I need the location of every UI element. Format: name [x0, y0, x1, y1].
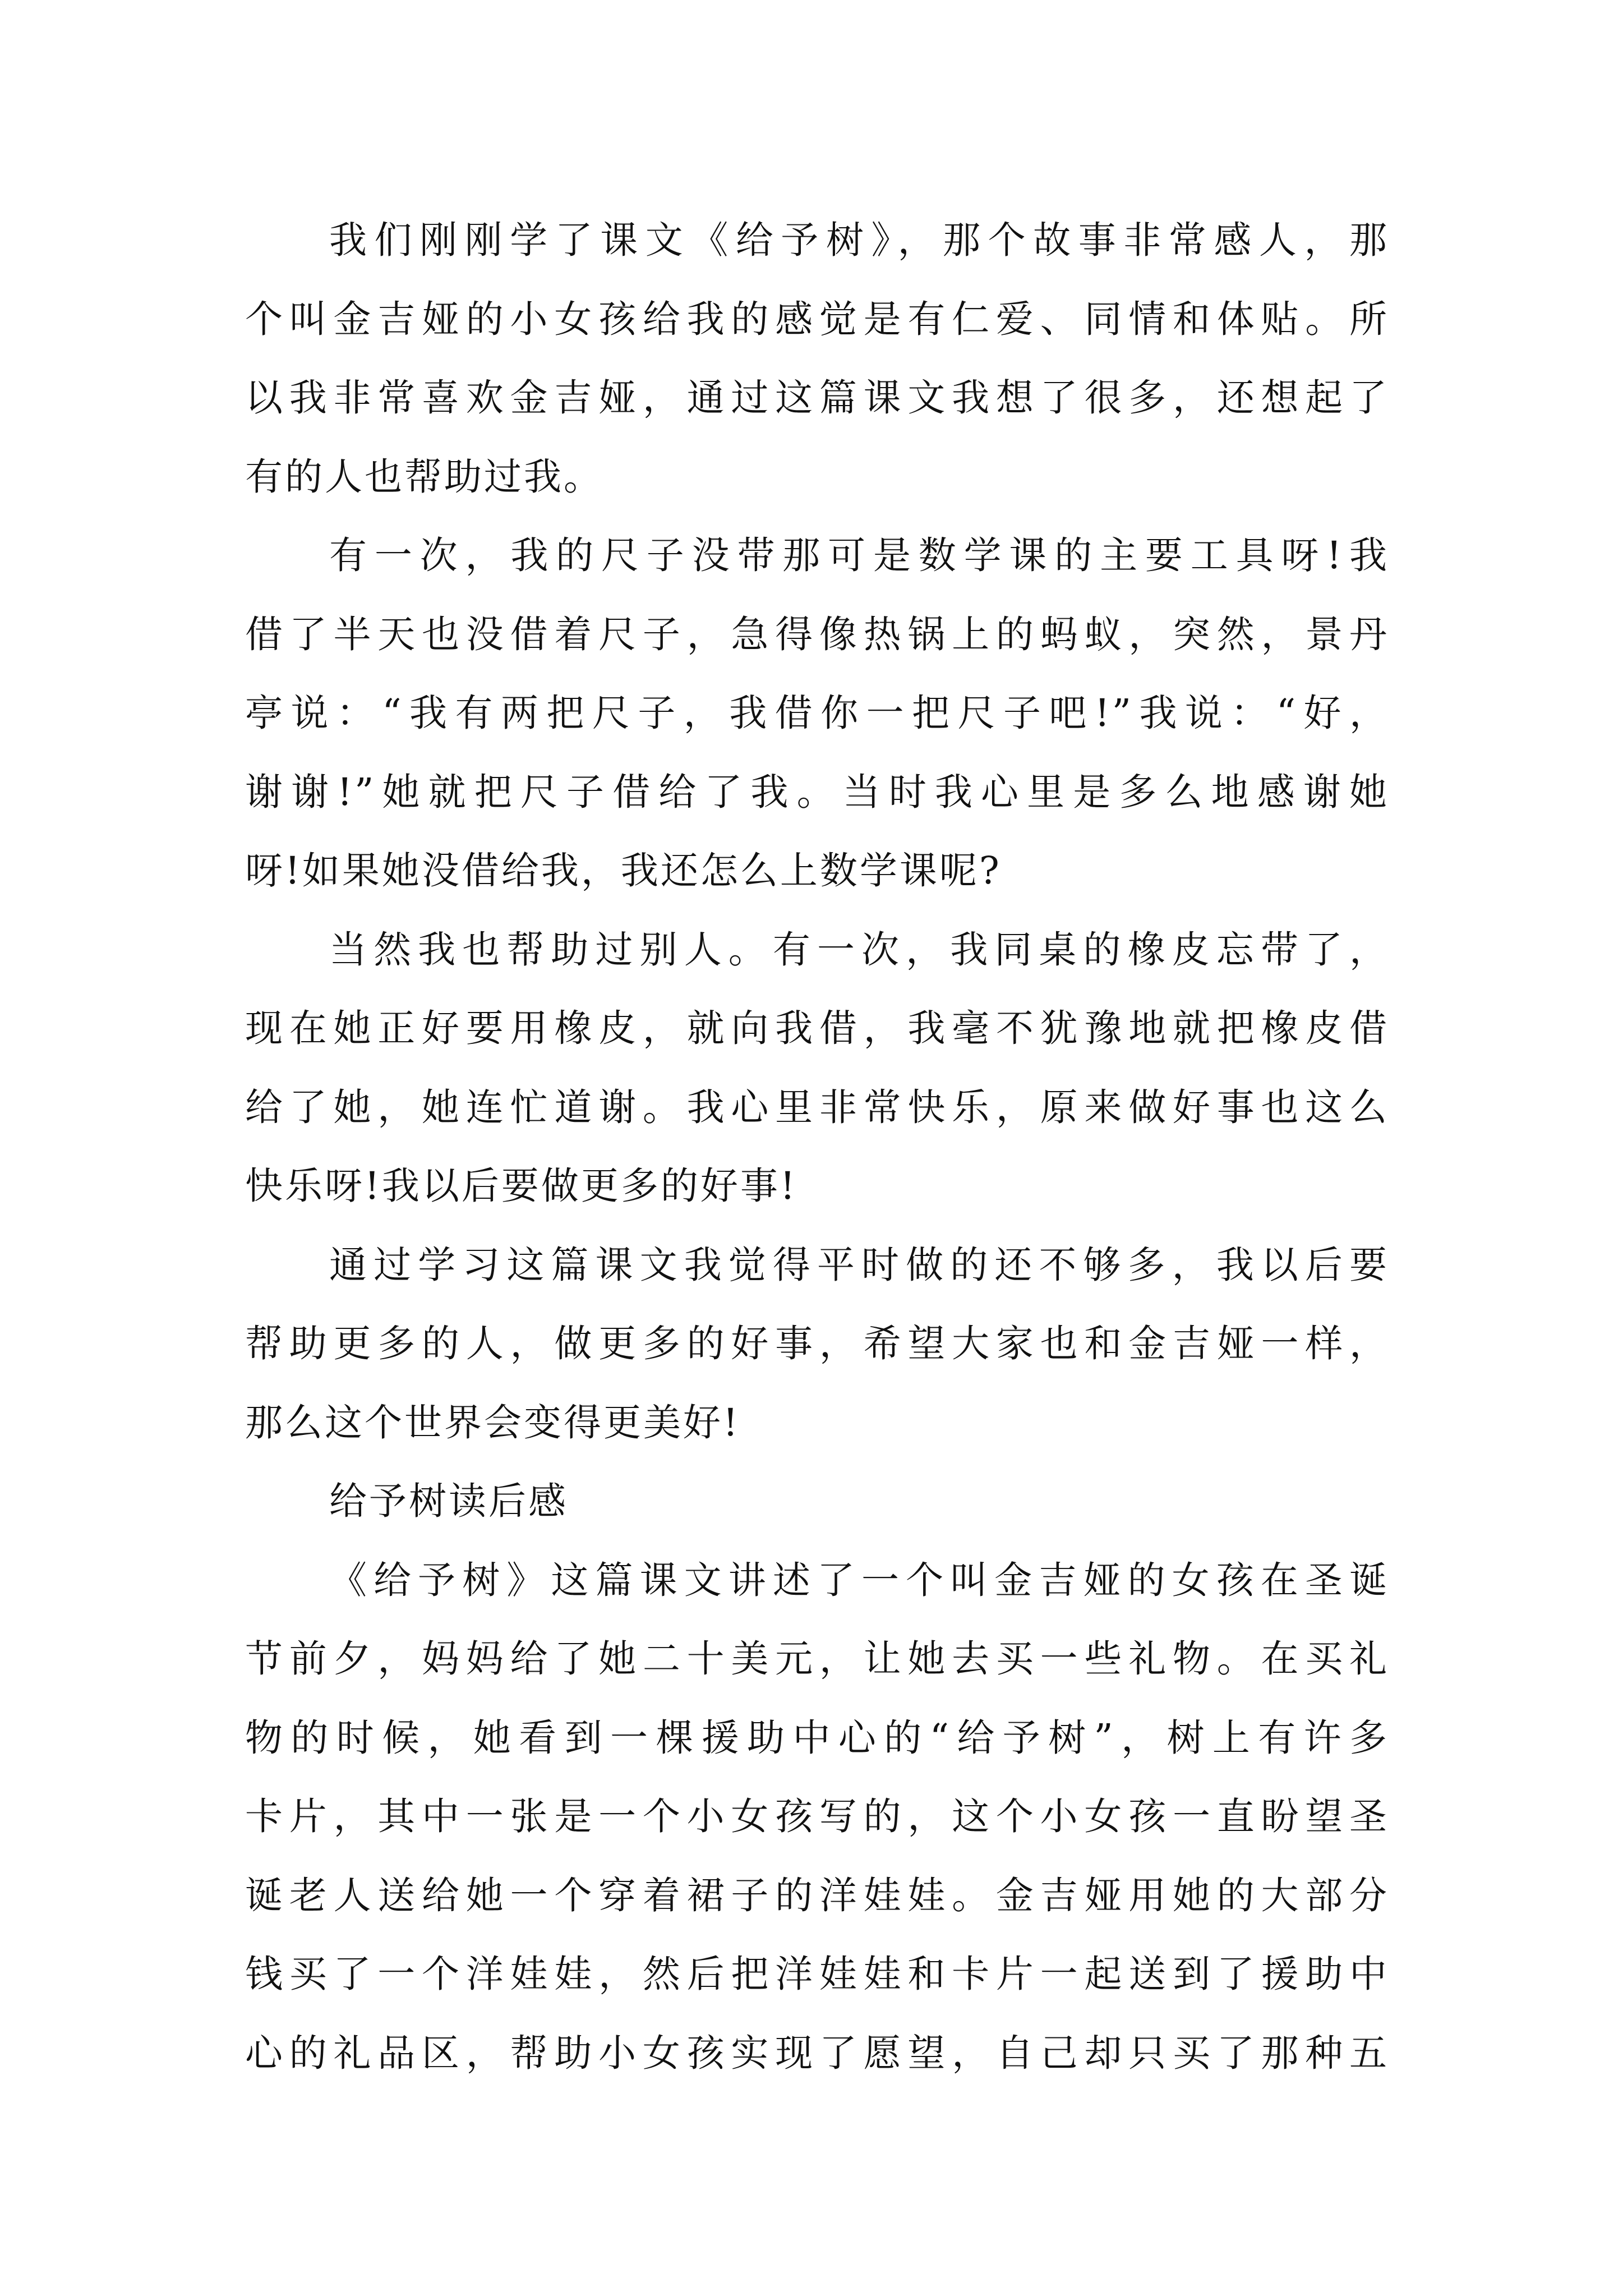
- text-line: 帮助更多的人，做更多的好事，希望大家也和金吉娅一样，: [245, 1322, 1389, 1365]
- text-line: 现在她正好要用橡皮，就向我借，我毫不犹豫地就把橡皮借: [245, 1006, 1389, 1050]
- text-line: 给了她，她连忙道谢。我心里非常快乐，原来做好事也这么: [245, 1085, 1389, 1129]
- text-line: 《给予树》这篇课文讲述了一个叫金吉娅的女孩在圣诞: [329, 1558, 1389, 1602]
- text-line: 钱买了一个洋娃娃，然后把洋娃娃和卡片一起送到了援助中: [245, 1952, 1389, 1996]
- text-line: 卡片，其中一张是一个小女孩写的，这个小女孩一直盼望圣: [245, 1795, 1389, 1838]
- text-line: 借了半天也没借着尺子，急得像热锅上的蚂蚁，突然，景丹: [245, 612, 1389, 656]
- text-line: 通过学习这篇课文我觉得平时做的还不够多，我以后要: [329, 1243, 1389, 1287]
- text-line: 谢谢!”她就把尺子借给了我。当时我心里是多么地感谢她: [245, 770, 1389, 814]
- text-line: 节前夕，妈妈给了她二十美元，让她去买一些礼物。在买礼: [245, 1637, 1389, 1681]
- text-line: 快乐呀!我以后要做更多的好事!: [245, 1164, 797, 1208]
- text-line: 我们刚刚学了课文《给予树》，那个故事非常感人，那: [329, 218, 1389, 262]
- text-line: 个叫金吉娅的小女孩给我的感觉是有仁爱、同情和体贴。所: [245, 297, 1389, 341]
- text-line: 心的礼品区，帮助小女孩实现了愿望，自己却只买了那种五: [245, 2031, 1389, 2075]
- section-title: 给予树读后感: [329, 1479, 568, 1523]
- text-line: 呀!如果她没借给我，我还怎么上数学课呢?: [245, 849, 1002, 892]
- text-line: 亭说：“我有两把尺子，我借你一把尺子吧!”我说：“好，: [245, 691, 1389, 735]
- text-line: 以我非常喜欢金吉娅，通过这篇课文我想了很多，还想起了: [245, 376, 1389, 420]
- text-line: 物的时候，她看到一棵援助中心的“给予树”，树上有许多: [245, 1715, 1389, 1760]
- text-line: 有的人也帮助过我。: [245, 454, 603, 499]
- text-line: 当然我也帮助过别人。有一次，我同桌的橡皮忘带了，: [329, 927, 1389, 972]
- text-line: 诞老人送给她一个穿着裙子的洋娃娃。金吉娅用她的大部分: [245, 1873, 1389, 1917]
- text-line: 那么这个世界会变得更美好!: [245, 1400, 740, 1444]
- text-line: 有一次，我的尺子没带那可是数学课的主要工具呀!我: [329, 533, 1389, 577]
- document-body: [245, 201, 1389, 2092]
